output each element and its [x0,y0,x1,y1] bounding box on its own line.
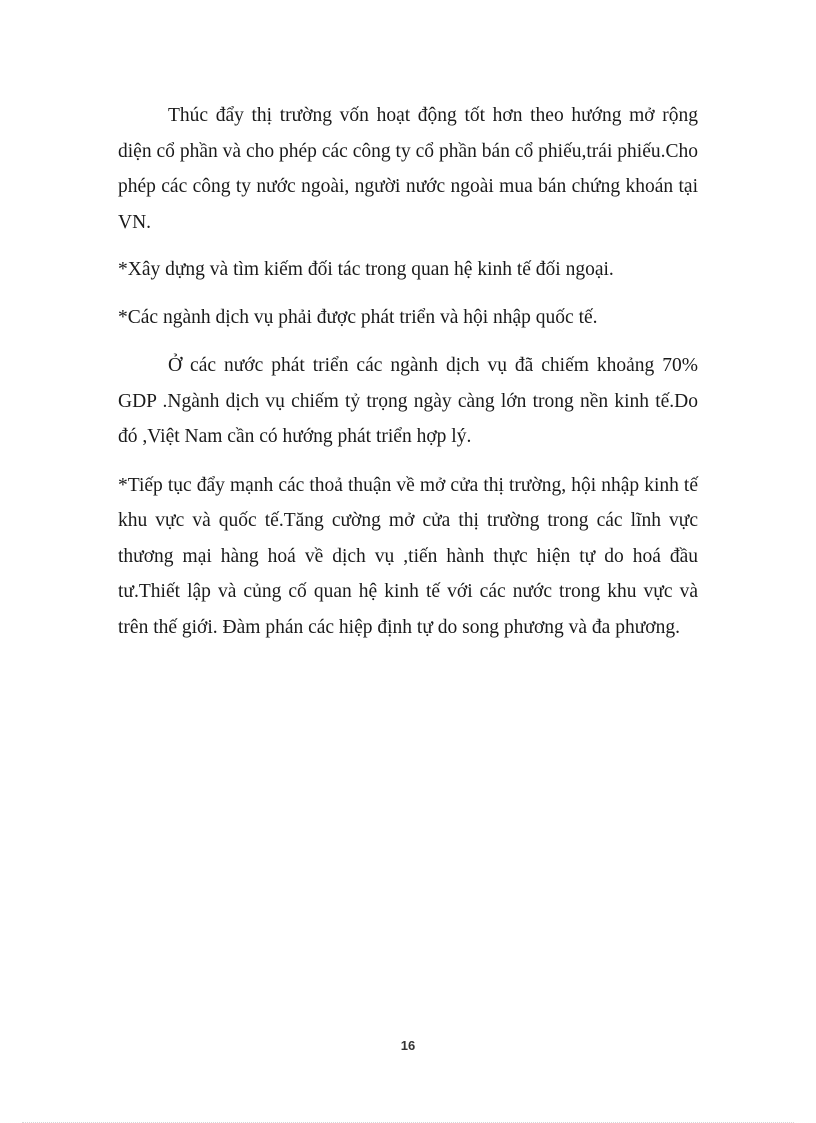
paragraph-services-gdp: Ở các nước phát triển các ngành dịch vụ đã chiếm khoảng 70% GDP .Ngành dịch vụ chiếm tỷ trọng ngày càng lớn trong nền kinh tế.Do đó ,Việt Nam cần có hướng phát triển hợp lý. [118,355,698,447]
page-body [118,98,698,645]
paragraph-services-integration: *Các ngành dịch vụ phải được phát triển và hội nhập quốc tế. [118,306,598,328]
paragraph-foreign-partners: *Xây dựng và tìm kiếm đối tác trong quan hệ kinh tế đối ngoại. [118,259,614,280]
paragraph-market-opening: *Tiếp tục đẩy mạnh các thoả thuận về mở cửa thị trường, hội nhập kinh tế khu vực và quốc tế.Tăng cường mở cửa thị trường trong các lĩnh vực thương mại hàng hoá về dịch vụ ,tiến hành thực hiện tự do hoá đầu tư.Thiết lập và củng cố quan hệ kinh tế với các nước trong khu vực và trên thế giới. Đàm phán các hiệp định tự do song phương và đa phương. [118,474,698,638]
paragraph-capital-market: Thúc đẩy thị trường vốn hoạt động tốt hơn theo hướng mở rộng diện cổ phần và cho phép các công ty cổ phần bán cổ phiếu,trái phiếu.Cho phép các công ty nước ngoài, người nước ngoài mua bán chứng khoán tại VN. [118,105,698,233]
page-number: 16 [400,1038,416,1053]
